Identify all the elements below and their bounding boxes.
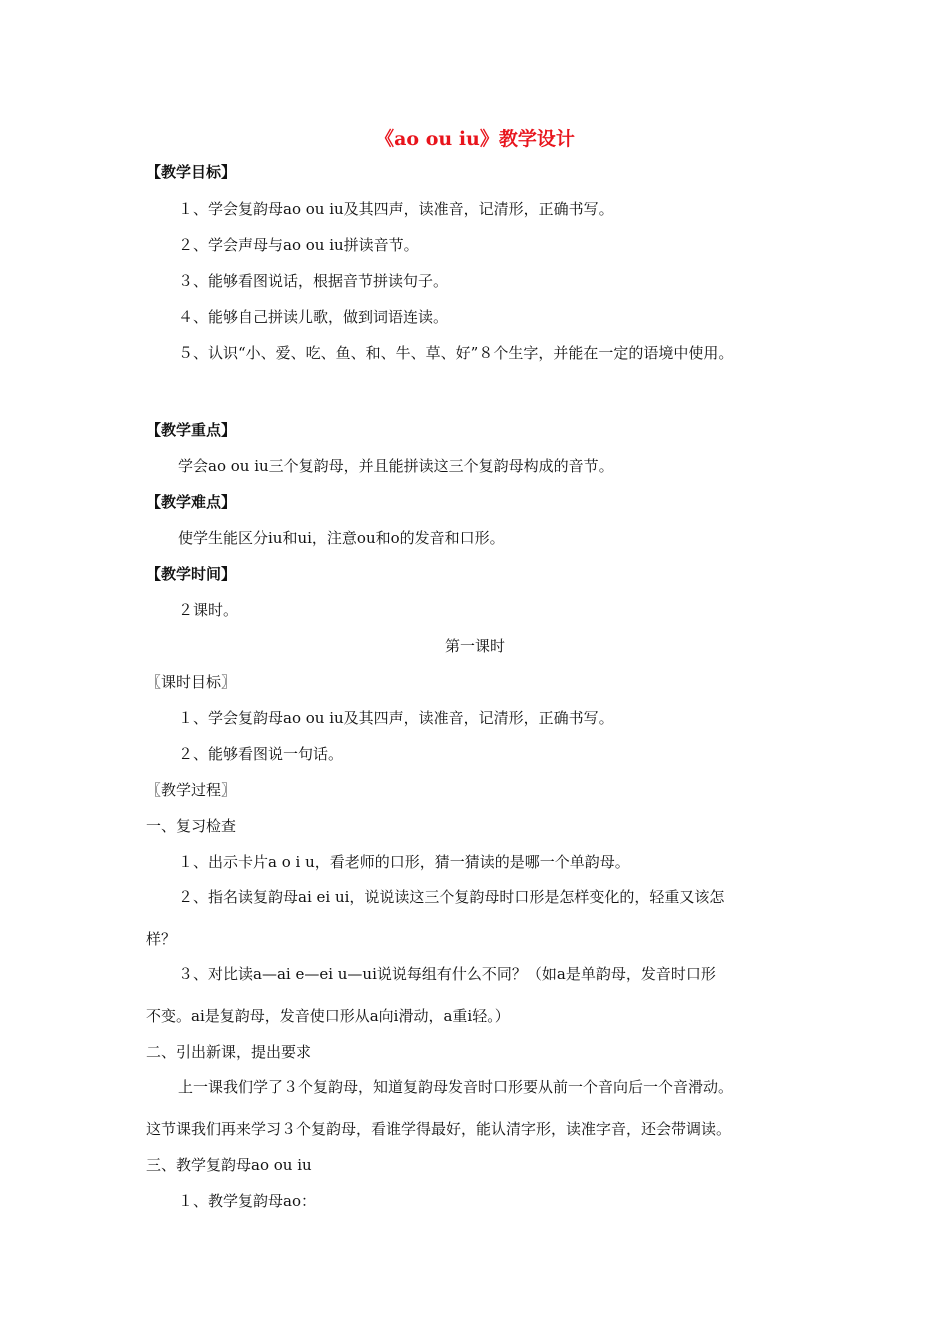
goal-item: １、学会复韵母ao ou iu及其四声，读准音，记清形，正确书写。 <box>178 200 614 218</box>
section2-line: 上一课我们学了３个复韵母，知道复韵母发音时口形要从前一个音向后一个音滑动。 <box>178 1078 734 1096</box>
lesson-title: 第一课时 <box>444 637 505 655</box>
difficulty-text: 使学生能区分iu和ui，注意ou和o的发音和口形。 <box>178 529 505 547</box>
key-text: 学会ao ou iu三个复韵母，并且能拼读这三个复韵母构成的音节。 <box>178 457 614 475</box>
section1-item-continuation: 样？ <box>146 930 177 948</box>
section1-item-continuation: 不变。ai是复韵母，发音使口形从a向i滑动，a重i轻。） <box>146 1007 510 1025</box>
goals-heading: 【教学目标】 <box>146 163 237 181</box>
section1-item: １、出示卡片a o i u，看老师的口形，猜一猜读的是哪一个单韵母。 <box>178 853 630 871</box>
lesson-goal-item: １、学会复韵母ao ou iu及其四声，读准音，记清形，正确书写。 <box>178 709 614 727</box>
section1-item: ３、对比读a—ai e—ei u—ui说说每组有什么不同？（如a是单韵母，发音时口形 <box>178 965 716 983</box>
time-heading: 【教学时间】 <box>146 565 237 583</box>
time-text: ２课时。 <box>178 601 239 619</box>
section2-heading: 二、引出新课，提出要求 <box>146 1043 312 1061</box>
section1-item: ２、指名读复韵母ai ei ui，说说读这三个复韵母时口形是怎样变化的，轻重又该怎 <box>178 888 725 906</box>
lesson-goal-item: ２、能够看图说一句话。 <box>178 745 344 763</box>
key-heading: 【教学重点】 <box>146 421 237 439</box>
goal-item: ５、认识“小、爱、吃、鱼、和、牛、草、好”８个生字，并能在一定的语境中使用。 <box>178 344 734 362</box>
section3-item: １、教学复韵母ao： <box>178 1192 316 1210</box>
document-title: 《ao ou iu》教学设计 <box>375 128 575 150</box>
goal-item: ２、学会声母与ao ou iu拼读音节。 <box>178 236 419 254</box>
lesson-goals-heading: 〖课时目标〗 <box>146 673 237 691</box>
section1-heading: 一、复习检查 <box>146 817 237 835</box>
section2-line: 这节课我们再来学习３个复韵母，看谁学得最好，能认清字形，读准字音，还会带调读。 <box>146 1120 732 1138</box>
difficulty-heading: 【教学难点】 <box>146 493 237 511</box>
goal-item: ３、能够看图说话，根据音节拼读句子。 <box>178 272 449 290</box>
goal-item: ４、能够自己拼读儿歌，做到词语连读。 <box>178 308 449 326</box>
process-heading: 〖教学过程〗 <box>146 781 237 799</box>
section3-heading: 三、教学复韵母ao ou iu <box>146 1156 312 1174</box>
